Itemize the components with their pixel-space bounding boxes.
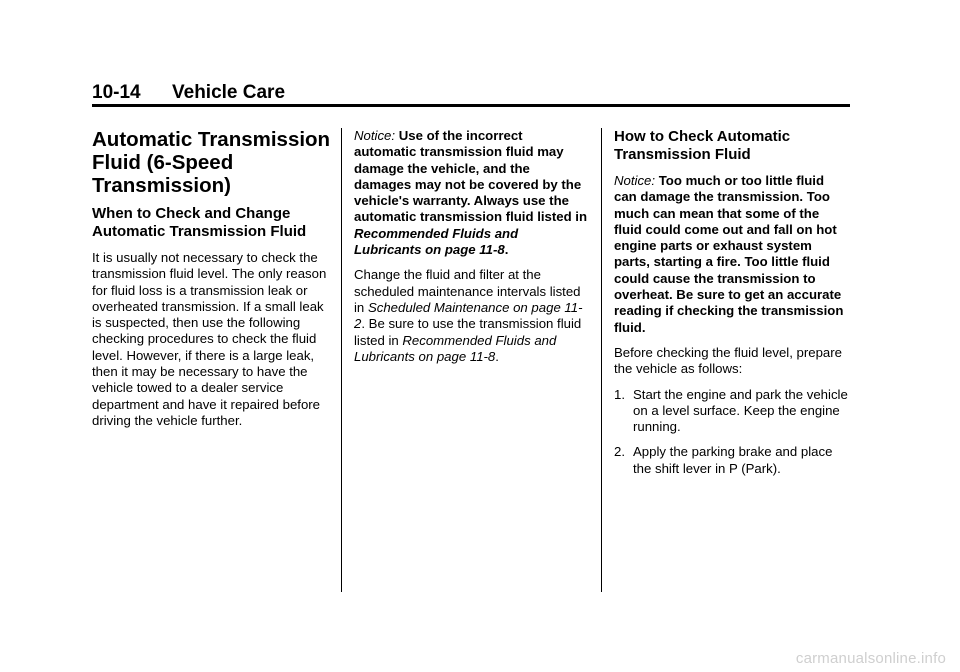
- column-2: [354, 128, 588, 374]
- subheading-how-to-check: How to Check Automatic Transmission Fluid: [614, 128, 791, 163]
- notice-block: [354, 128, 588, 258]
- paragraph-change-text: Change the fluid and filter at the scheduled maintenance intervals listed in: [354, 267, 581, 315]
- page-header: [92, 82, 850, 104]
- column-divider: [601, 128, 602, 592]
- list-item: [614, 387, 850, 436]
- column-3: [614, 128, 850, 486]
- notice-text-2: Too much or too little fluid can damage the transmission. Too much can mean that some of the fluid could come out and fall on hot engine parts or exhaust system parts, starting a fire. Too little fluid could cause the transmission to overheat. Be sure to get an accurate reading if checking the transmission fluid.: [614, 173, 844, 335]
- paragraph-end: .: [495, 348, 499, 364]
- watermark: carmanualsonline.info: [795, 650, 946, 667]
- notice-label-2: Notice:: [614, 173, 656, 188]
- notice-label: Notice:: [354, 128, 396, 143]
- article-title: Automatic Transmission Fluid (6-Speed Transmission): [92, 128, 331, 197]
- notice-text: Use of the incorrect automatic transmission fluid may damage the vehicle, and the damages may not be covered by the vehicle's warranty. Always use the automatic transmission fluid listed in: [354, 128, 588, 225]
- page-number: 10-14: [92, 82, 141, 103]
- step-number: 1.: [614, 386, 625, 402]
- list-item: [614, 444, 850, 477]
- paragraph-change-text-b: . Be sure to use the transmission fluid listed in: [354, 316, 582, 348]
- link-recommended-fluids[interactable]: Recommended Fluids and Lubricants on page 11-8: [354, 225, 519, 258]
- paragraph-fluid-check: It is usually not necessary to check the transmission fluid level. The only reason for fluid loss is a transmission leak or overheated transmission. If a small leak is suspected, then use the following checking procedures to check the fluid level. However, if there is a large leak, then it may be necessary to have the vehicle towed to a dealer service department and have it repaired before driving the vehicle further.: [92, 250, 327, 428]
- column-divider: [341, 128, 342, 592]
- link-recommended-fluids-2[interactable]: Recommended Fluids and Lubricants on page 11-8: [354, 332, 557, 364]
- section-title: Vehicle Care: [172, 82, 286, 103]
- notice-block-2: [614, 173, 850, 336]
- header-rule: [92, 104, 850, 107]
- step-text: Apply the parking brake and place the shift lever in P (Park).: [633, 444, 833, 476]
- link-scheduled-maintenance[interactable]: Scheduled Maintenance on page 11-2: [354, 299, 583, 332]
- subheading-when-to-check: When to Check and Change Automatic Transmission Fluid: [92, 205, 307, 240]
- step-text: Start the engine and park the vehicle on a level surface. Keep the engine running.: [633, 386, 848, 435]
- step-number: 2.: [614, 444, 625, 460]
- notice-end: .: [504, 242, 509, 258]
- paragraph-before-checking: Before checking the fluid level, prepare the vehicle as follows:: [614, 344, 842, 377]
- paragraph-change-fluid: [354, 267, 588, 365]
- column-1: [92, 128, 332, 438]
